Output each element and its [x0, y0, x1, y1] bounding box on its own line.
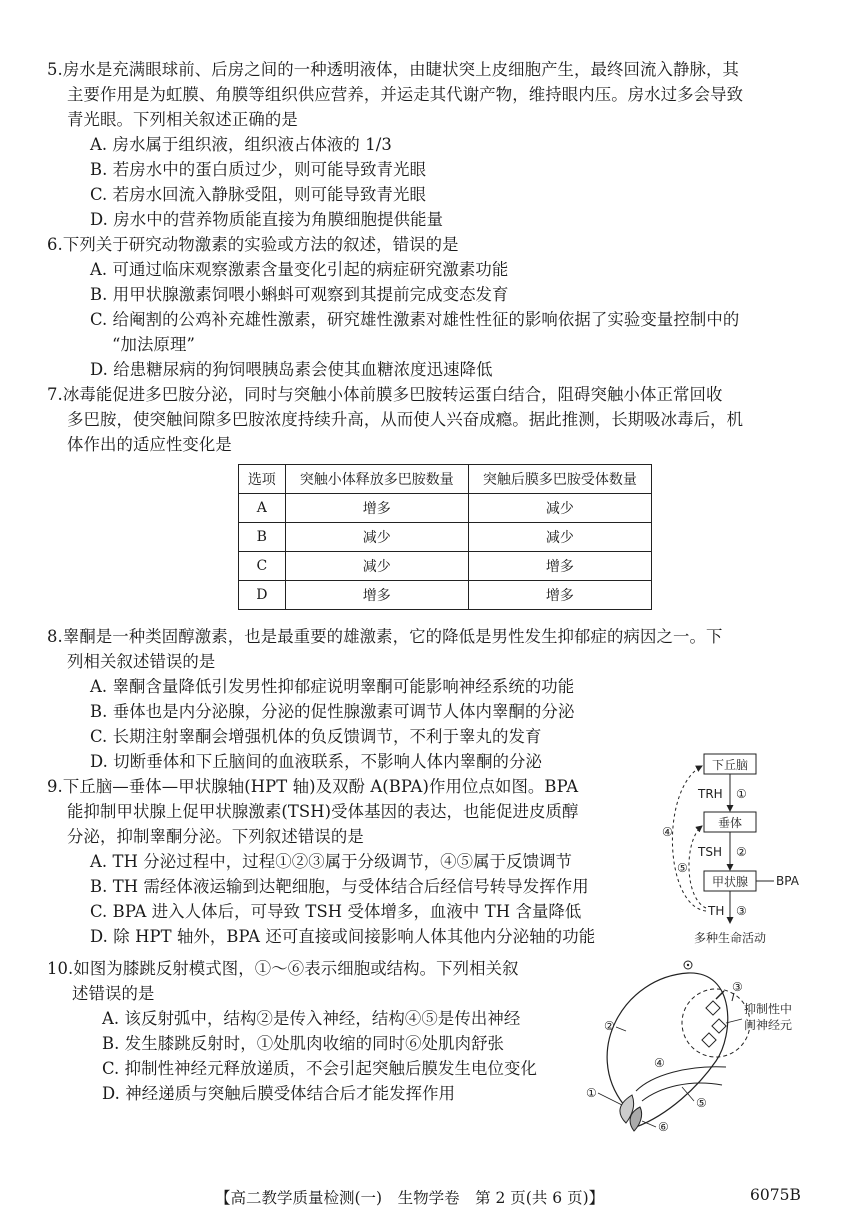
q10-stem-line1: 10.如图为膝跳反射模式图，①～⑥表示细胞或结构。下列相关叙 — [47, 959, 519, 978]
q8-option-b: B. 垂体也是内分泌腺，分泌的促性腺激素可调节人体内睾酮的分泌 — [90, 702, 575, 721]
structure-4-label: ④ — [654, 1056, 665, 1070]
hypothalamus-label: 下丘脑 — [711, 758, 749, 772]
table-header-cell: 突触后膜多巴胺受体数量 — [468, 465, 651, 494]
table-header-cell: 选项 — [239, 465, 286, 494]
table-cell: 增多 — [468, 581, 651, 610]
table-cell: D — [239, 581, 286, 610]
table-cell: 减少 — [468, 494, 651, 523]
page-footer-title: 【高二教学质量检测(一) 生物学卷 第 2 页(共 6 页)】 — [215, 1189, 605, 1207]
q6-stem: 6.下列关于研究动物激素的实验或方法的叙述，错误的是 — [47, 235, 459, 254]
q8-option-c: C. 长期注射睾酮会增强机体的负反馈调节，不利于睾丸的发育 — [90, 727, 542, 746]
table-row — [239, 494, 652, 523]
q6-option-c-line1: C. 给阉割的公鸡补充雄性激素，研究雄性激素对雄性性征的影响依据了实验变量控制中的 — [90, 310, 740, 329]
q6-option-a: A. 可通过临床观察激素含量变化引起的病症研究激素功能 — [90, 260, 509, 279]
interneuron-label-line1: 抑制性中 — [744, 1002, 793, 1016]
q5-option-b: B. 若房水中的蛋白质过少，则可能导致青光眼 — [90, 160, 427, 179]
pituitary-label: 垂体 — [717, 816, 743, 830]
q7-stem-line3: 体作出的适应性变化是 — [67, 435, 232, 454]
step-3-label: ③ — [736, 904, 747, 918]
table-row — [239, 552, 652, 581]
table-cell: 增多 — [285, 494, 468, 523]
bpa-label: BPA — [776, 874, 799, 888]
table-header-row — [239, 465, 652, 494]
structure-2-label: ② — [604, 1019, 615, 1033]
q8-stem-line1: 8.睾酮是一种类固醇激素，也是最重要的雄激素，它的降低是男性发生抑郁症的病因之一。下 — [47, 627, 723, 646]
trh-label: TRH — [698, 787, 723, 801]
table-row — [239, 523, 652, 552]
step-2-label: ② — [736, 845, 747, 859]
q10-stem-line2: 述错误的是 — [72, 984, 155, 1003]
table-cell: B — [239, 523, 286, 552]
q6-option-c-line2: “加法原理” — [112, 335, 195, 354]
structure-6-label: ⑥ — [658, 1120, 669, 1134]
q6-option-b: B. 用甲状腺激素饲喂小蝌蚪可观察到其提前完成变态发育 — [90, 285, 509, 304]
q5-stem-line1: 5.房水是充满眼球前、后房之间的一种透明液体，由睫状突上皮细胞产生，最终回流入静脉，其 — [47, 60, 739, 79]
th-label: TH — [708, 904, 725, 918]
step-1-label: ① — [736, 787, 747, 801]
tsh-label: TSH — [698, 845, 722, 859]
q5-stem-line2: 主要作用是为虹膜、角膜等组织供应营养，并运走其代谢产物，维持眼内压。房水过多会导致 — [67, 85, 744, 104]
life-activities-label: 多种生命活动 — [693, 931, 767, 945]
q5-option-d: D. 房水中的营养物质能直接为角膜细胞提供能量 — [90, 210, 444, 229]
thyroid-label: 甲状腺 — [711, 875, 749, 889]
step-4-label: ④ — [662, 825, 673, 839]
q5-option-a: A. 房水属于组织液，组织液占体液的 1/3 — [90, 135, 392, 154]
table-cell: 增多 — [285, 581, 468, 610]
q8-option-a: A. 睾酮含量降低引发男性抑郁症说明睾酮可能影响神经系统的功能 — [90, 677, 575, 696]
table-header-cell: 突触小体释放多巴胺数量 — [285, 465, 468, 494]
structure-1-label: ① — [586, 1086, 597, 1100]
interneuron-label-line2: 间神经元 — [744, 1018, 793, 1032]
table-cell: A — [239, 494, 286, 523]
table-cell: 减少 — [468, 523, 651, 552]
q9-stem-line3: 分泌，抑制睾酮分泌。下列叙述错误的是 — [67, 827, 364, 846]
q5-option-c: C. 若房水回流入静脉受阻，则可能导致青光眼 — [90, 185, 426, 204]
step-5-label: ⑤ — [677, 861, 688, 875]
q7-option-table — [238, 464, 652, 610]
table-row — [239, 581, 652, 610]
q6-option-d: D. 给患糖尿病的狗饲喂胰岛素会使其血糖浓度迅速降低 — [90, 360, 493, 379]
knee-jerk-reflex-figure — [584, 955, 814, 1145]
q7-stem-line2: 多巴胺，使突触间隙多巴胺浓度持续升高，从而使人兴奋成瘾。据此推测，长期吸冰毒后，机 — [67, 410, 744, 429]
structure-5-label: ⑤ — [696, 1096, 707, 1110]
q10-option-a: A. 该反射弧中，结构②是传入神经，结构④⑤是传出神经 — [102, 1009, 521, 1028]
q9-option-a: A. TH 分泌过程中，过程①②③属于分级调节，④⑤属于反馈调节 — [90, 852, 573, 871]
page-footer-code: 6075B — [750, 1186, 801, 1204]
structure-3-label: ③ — [732, 980, 743, 994]
table-cell: 增多 — [468, 552, 651, 581]
q10-option-b: B. 发生膝跳反射时，①处肌肉收缩的同时⑥处肌肉舒张 — [102, 1034, 505, 1053]
q9-stem-line2: 能抑制甲状腺上促甲状腺激素(TSH)受体基因的表达，也能促进皮质醇 — [67, 802, 579, 821]
q7-stem-line1: 7.冰毒能促进多巴胺分泌，同时与突触小体前膜多巴胺转运蛋白结合，阻碍突触小体正常回收 — [47, 385, 723, 404]
q10-option-d: D. 神经递质与突触后膜受体结合后才能发挥作用 — [102, 1084, 456, 1103]
q9-option-c: C. BPA 进入人体后，可导致 TSH 受体增多，血液中 TH 含量降低 — [90, 902, 582, 921]
table-cell: 减少 — [285, 523, 468, 552]
q10-option-c: C. 抑制性神经元释放递质，不会引起突触后膜发生电位变化 — [102, 1059, 537, 1078]
q9-stem-line1: 9.下丘脑—垂体—甲状腺轴(HPT 轴)及双酚 A(BPA)作用位点如图。BPA — [47, 777, 579, 796]
hpt-axis-figure — [650, 748, 810, 950]
q9-option-b: B. TH 需经体液运输到达靶细胞，与受体结合后经信号转导发挥作用 — [90, 877, 589, 896]
q9-option-d: D. 除 HPT 轴外，BPA 还可直接或间接影响人体其他内分泌轴的功能 — [90, 927, 596, 946]
q5-stem-line3: 青光眼。下列相关叙述正确的是 — [67, 110, 298, 129]
q8-option-d: D. 切断垂体和下丘脑间的血液联系，不影响人体内睾酮的分泌 — [90, 752, 543, 771]
table-cell: C — [239, 552, 286, 581]
table-cell: 减少 — [285, 552, 468, 581]
q8-stem-line2: 列相关叙述错误的是 — [67, 652, 216, 671]
